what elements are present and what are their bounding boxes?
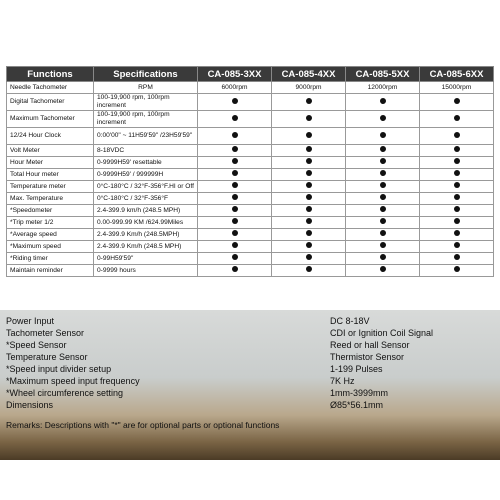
table-row [7,205,494,217]
feature-supported-cell [420,241,494,253]
feature-supported-cell [420,193,494,205]
spec-row [6,340,494,351]
model-value-cell: 9000rpm [272,82,346,94]
supported-dot-icon [454,98,460,104]
row-specification: 2.4-399.9 Km/h (248.5 MPH) [94,241,198,253]
feature-supported-cell [420,217,494,229]
row-function-label: Volt Meter [7,145,94,157]
supported-dot-icon [306,230,312,236]
supported-dot-icon [232,230,238,236]
feature-supported-cell [420,265,494,277]
supported-dot-icon [232,132,238,138]
supported-dot-icon [232,194,238,200]
table-row [7,229,494,241]
table-row [7,253,494,265]
feature-supported-cell [272,217,346,229]
table-body [7,82,494,277]
supported-dot-icon [306,182,312,188]
spec-row [6,388,494,399]
supported-dot-icon [454,266,460,272]
feature-supported-cell [346,181,420,193]
header-model-6xx: CA-085-6XX [420,67,494,82]
row-function-label: *Maximum speed [7,241,94,253]
supported-dot-icon [454,254,460,260]
feature-supported-cell [198,181,272,193]
table-row [7,265,494,277]
feature-supported-cell [420,169,494,181]
row-function-label: *Riding timer [7,253,94,265]
supported-dot-icon [380,158,386,164]
row-specification: 100-19,900 rpm, 100rpm increment [94,94,198,111]
spec-row [6,328,494,339]
row-function-label: Maintain reminder [7,265,94,277]
functions-table [6,66,494,277]
row-specification: 2.4-399.9 Km/h (248.5MPH) [94,229,198,241]
spec-label: Temperature Sensor [6,352,88,362]
row-specification: 0-9999H59' resettable [94,157,198,169]
feature-supported-cell [272,229,346,241]
feature-supported-cell [346,128,420,145]
supported-dot-icon [454,170,460,176]
feature-supported-cell [346,157,420,169]
table-row [7,111,494,128]
feature-supported-cell [198,193,272,205]
supported-dot-icon [306,218,312,224]
feature-supported-cell [272,253,346,265]
supported-dot-icon [306,206,312,212]
table-row [7,181,494,193]
header-model-3xx: CA-085-3XX [198,67,272,82]
feature-supported-cell [346,241,420,253]
spec-label: *Speed input divider setup [6,364,112,374]
supported-dot-icon [380,146,386,152]
feature-supported-cell [420,111,494,128]
row-specification: 0°C-180°C / 32°F-356°F.HI or Off [94,181,198,193]
feature-supported-cell [420,128,494,145]
supported-dot-icon [454,146,460,152]
table-row [7,217,494,229]
feature-supported-cell [346,217,420,229]
feature-supported-cell [272,205,346,217]
supported-dot-icon [380,170,386,176]
supported-dot-icon [306,242,312,248]
feature-supported-cell [198,94,272,111]
feature-supported-cell [198,241,272,253]
supported-dot-icon [380,218,386,224]
row-specification: 0-99H59'59'' [94,253,198,265]
spec-value: Thermistor Sensor [330,352,405,362]
spec-row [6,352,494,363]
feature-supported-cell [198,111,272,128]
feature-supported-cell [420,181,494,193]
row-specification: 2.4-399.9 km/h (248.5 MPH) [94,205,198,217]
spec-value: DC 8-18V [330,316,370,326]
supported-dot-icon [232,170,238,176]
feature-supported-cell [272,169,346,181]
supported-dot-icon [380,266,386,272]
functions-table-container [6,66,494,277]
feature-supported-cell [272,181,346,193]
row-function-label: Max. Temperature [7,193,94,205]
header-functions: Functions [7,67,94,82]
supported-dot-icon [380,242,386,248]
feature-supported-cell [198,265,272,277]
supported-dot-icon [232,218,238,224]
feature-supported-cell [346,169,420,181]
row-function-label: Total Hour meter [7,169,94,181]
table-row [7,82,494,94]
spec-label: Dimensions [6,400,54,410]
feature-supported-cell [346,193,420,205]
feature-supported-cell [198,157,272,169]
spec-row [6,364,494,375]
supported-dot-icon [380,254,386,260]
table-row [7,169,494,181]
row-function-label: *Average speed [7,229,94,241]
row-function-label: Digital Tachometer [7,94,94,111]
feature-supported-cell [346,229,420,241]
supported-dot-icon [454,218,460,224]
supported-dot-icon [306,115,312,121]
supported-dot-icon [306,146,312,152]
supported-dot-icon [232,98,238,104]
supported-dot-icon [380,132,386,138]
table-row [7,193,494,205]
row-function-label: *Trip meter 1/2 [7,217,94,229]
spec-label: *Wheel circumference setting [6,388,124,398]
row-specification: 0-9999H59' / 999999H [94,169,198,181]
supported-dot-icon [454,182,460,188]
supported-dot-icon [454,230,460,236]
supported-dot-icon [306,132,312,138]
feature-supported-cell [346,94,420,111]
row-function-label: Temperature meter [7,181,94,193]
remarks-note: Remarks: Descriptions with "*" are for optional parts or optional functions [6,420,280,430]
row-specification: 0°C-180°C / 32°F-356°F [94,193,198,205]
supported-dot-icon [380,194,386,200]
feature-supported-cell [420,94,494,111]
row-function-label: *Speedometer [7,205,94,217]
supported-dot-icon [306,194,312,200]
row-specification: 0:00'00" ~ 11H59'59" /23H59'59" [94,128,198,145]
feature-supported-cell [198,229,272,241]
supported-dot-icon [454,132,460,138]
row-function-label: Needle Tachometer [7,82,94,94]
feature-supported-cell [198,205,272,217]
model-value-cell: 15000rpm [420,82,494,94]
table-row [7,157,494,169]
supported-dot-icon [232,266,238,272]
feature-supported-cell [198,217,272,229]
feature-supported-cell [346,205,420,217]
supported-dot-icon [380,230,386,236]
feature-supported-cell [272,145,346,157]
spec-value: 7K Hz [330,376,355,386]
feature-supported-cell [420,157,494,169]
supported-dot-icon [232,158,238,164]
spec-value: 1-199 Pulses [330,364,383,374]
header-specifications: Specifications [94,67,198,82]
table-header-row [7,67,494,82]
row-specification: 0.00-999.99 KM /624.99Miles [94,217,198,229]
supported-dot-icon [306,254,312,260]
feature-supported-cell [272,265,346,277]
spec-label: *Speed Sensor [6,340,67,350]
row-specification: 8-18VDC [94,145,198,157]
feature-supported-cell [272,128,346,145]
feature-supported-cell [198,128,272,145]
supported-dot-icon [306,266,312,272]
spec-label: Power Input [6,316,55,326]
feature-supported-cell [346,265,420,277]
supported-dot-icon [454,206,460,212]
supported-dot-icon [232,146,238,152]
supported-dot-icon [454,158,460,164]
feature-supported-cell [198,169,272,181]
supported-dot-icon [232,182,238,188]
supported-dot-icon [232,254,238,260]
spec-row [6,316,494,327]
feature-supported-cell [346,111,420,128]
row-specification: RPM [94,82,198,94]
row-specification: 0-9999 hours [94,265,198,277]
row-function-label: 12/24 Hour Clock [7,128,94,145]
row-specification: 100-19,900 rpm, 100rpm increment [94,111,198,128]
spec-value: Ø85*56.1mm [330,400,384,410]
supported-dot-icon [380,115,386,121]
supported-dot-icon [454,194,460,200]
row-function-label: Hour Meter [7,157,94,169]
table-row [7,94,494,111]
feature-supported-cell [198,253,272,265]
table-row [7,241,494,253]
feature-supported-cell [272,193,346,205]
header-model-5xx: CA-085-5XX [346,67,420,82]
feature-supported-cell [272,157,346,169]
row-function-label: Maximum Tachometer [7,111,94,128]
supported-dot-icon [454,115,460,121]
spec-label: *Maximum speed input frequency [6,376,140,386]
supported-dot-icon [380,206,386,212]
feature-supported-cell [346,253,420,265]
feature-supported-cell [198,145,272,157]
supported-dot-icon [306,158,312,164]
header-model-4xx: CA-085-4XX [272,67,346,82]
supported-dot-icon [380,98,386,104]
feature-supported-cell [420,253,494,265]
feature-supported-cell [346,145,420,157]
spec-value: 1mm-3999mm [330,388,389,398]
feature-supported-cell [420,205,494,217]
spec-row [6,376,494,387]
supported-dot-icon [306,98,312,104]
table-row [7,145,494,157]
supported-dot-icon [232,206,238,212]
feature-supported-cell [272,241,346,253]
specifications-panel [0,310,500,460]
spec-value: Reed or hall Sensor [330,340,410,350]
table-row [7,128,494,145]
spec-row [6,400,494,411]
supported-dot-icon [232,242,238,248]
feature-supported-cell [420,229,494,241]
model-value-cell: 12000rpm [346,82,420,94]
model-value-cell: 6000rpm [198,82,272,94]
spec-label: Tachometer Sensor [6,328,85,338]
spec-value: CDI or Ignition Coil Signal [330,328,434,338]
supported-dot-icon [380,182,386,188]
feature-supported-cell [272,111,346,128]
feature-supported-cell [272,94,346,111]
supported-dot-icon [232,115,238,121]
supported-dot-icon [306,170,312,176]
feature-supported-cell [420,145,494,157]
supported-dot-icon [454,242,460,248]
